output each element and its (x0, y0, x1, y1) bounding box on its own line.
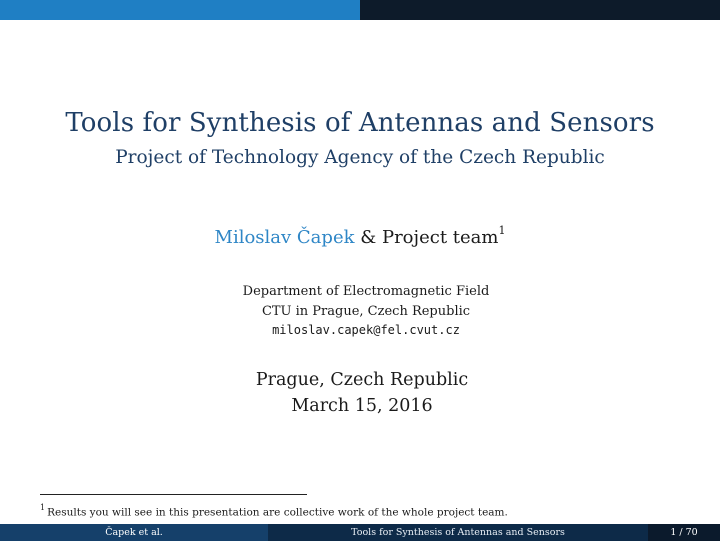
footer-page-number: 1 / 70 (648, 524, 720, 541)
header-bar-left-segment (0, 0, 360, 20)
email-link[interactable]: miloslav.capek@fel.cvut.cz (272, 323, 460, 337)
author-footnote-mark: 1 (498, 224, 506, 237)
footer-bar (0, 524, 720, 541)
institute-block (0, 282, 720, 341)
slide-title: Tools for Synthesis of Antennas and Sensors (65, 108, 655, 138)
footnote-mark: 1 (40, 503, 46, 512)
footer-title[interactable]: Tools for Synthesis of Antennas and Sensors (268, 524, 648, 541)
footnote-text: Results you will see in this presentation are collective work of the whole project team. (47, 506, 508, 519)
footnote-divider (40, 494, 307, 495)
place-text: Prague, Czech Republic (255, 370, 469, 390)
slide-subtitle: Project of Technology Agency of the Czech Republic (115, 147, 605, 168)
author-rest: & Project team (354, 227, 499, 248)
top-header-bar (0, 0, 720, 20)
footer-author[interactable]: Čapek et al. (0, 524, 268, 541)
author-line (0, 226, 720, 248)
department-text: Department of Electromagnetic Field (242, 284, 490, 299)
author-name-link[interactable]: Miloslav Čapek (214, 227, 355, 248)
university-text: CTU in Prague, Czech Republic (261, 303, 471, 319)
date-text: March 15, 2016 (291, 396, 433, 416)
footnote (40, 504, 508, 519)
place-date-block (0, 367, 720, 419)
header-bar-right-segment (360, 0, 720, 20)
